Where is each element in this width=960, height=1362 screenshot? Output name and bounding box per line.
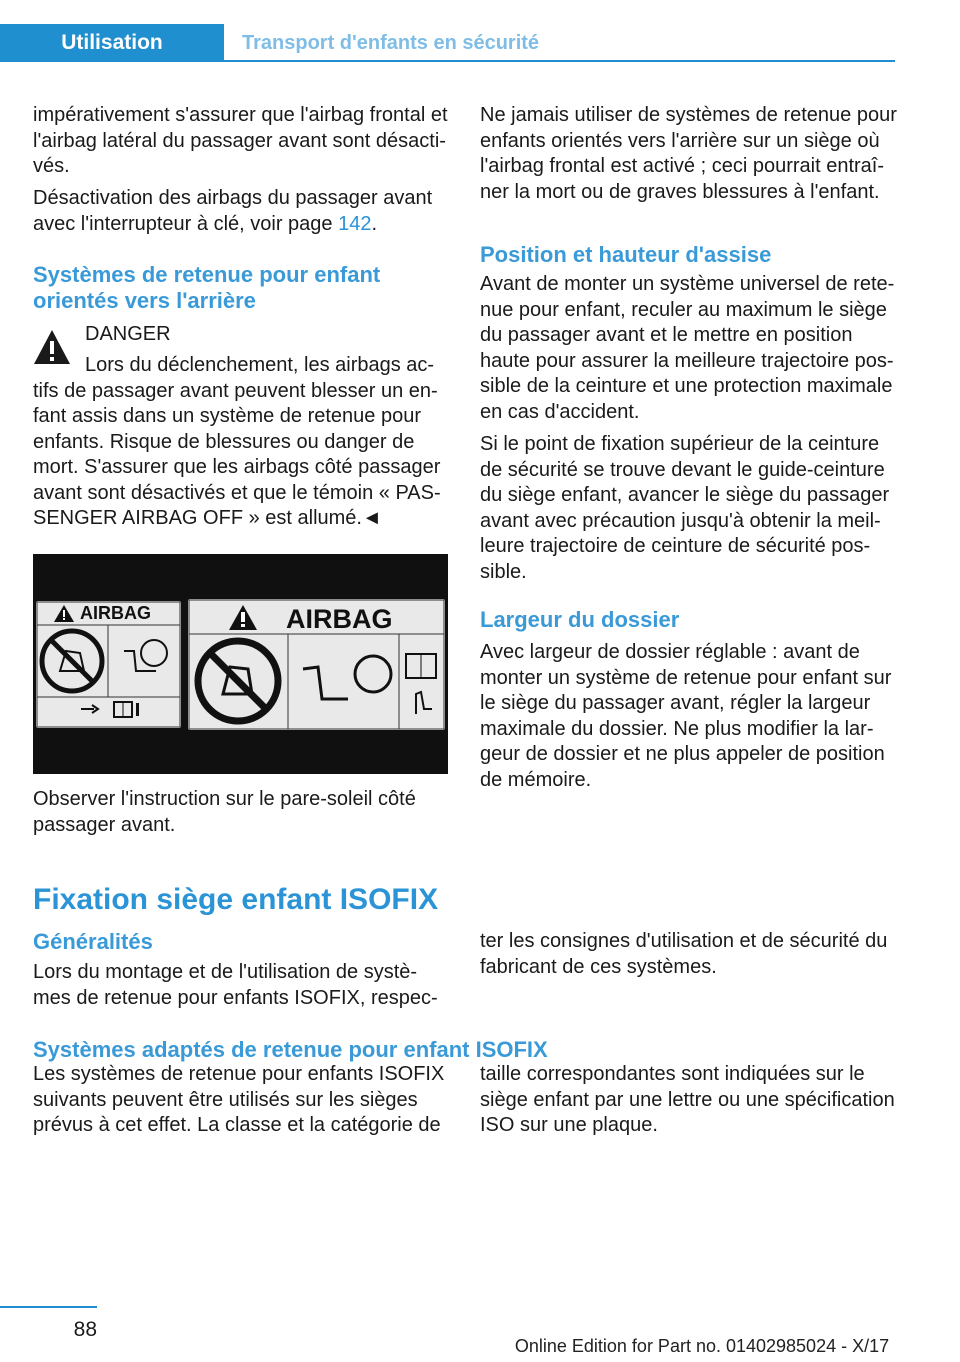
page-link[interactable]: 142 [338, 212, 372, 235]
heading-isofix: Fixation siège enfant ISOFIX [33, 883, 439, 916]
figure-caption: Observer l'instruction sur le pare-soleil côté passager avant. [33, 788, 416, 836]
airbag-sticker-small [36, 601, 181, 728]
paragraph-general-left: Lors du montage et de l'utilisation de systè‐ mes de retenue pour enfants ISOFIX, respec‐ [33, 961, 438, 1009]
deactivation-text: Désactivation des airbags du passager avant avec l'interrupteur à clé, voir page [33, 187, 433, 235]
edition-footer: Online Edition for Part no. 01402985024 - X/17 [514, 1336, 890, 1356]
danger-text: Lors du déclenchement, les airbags ac‐ tifs de passager avant peuvent blesser un en‐ fant assis dans un système de retenue pour enfants. Risque de blessures ou danger de mort. S'assurer que les airbags côté passager avant sont désactivés et que le témoin « PAS‐ SENGER AIRBAG OFF » est allumé.◄ [33, 354, 441, 529]
header-bar [0, 0, 960, 62]
left-paragraph-deactivation [33, 186, 453, 237]
header-rule [224, 60, 895, 62]
airbag-large-label: AIRBAG [286, 604, 393, 634]
airbag-sticker-large [188, 599, 445, 730]
heading-isofix-systems: Systèmes adaptés de retenue pour enfant ISOFIX [33, 1037, 548, 1062]
right-paragraph-rear-warning: Ne jamais utiliser de systèmes de retenue pour enfants orientés vers l'arrière sur un siège où l'airbag frontal est activé ; ceci pourrait entraî‐ ner la mort ou de graves blessures à l'enfant. [480, 104, 897, 203]
airbag-label-photo [33, 554, 448, 774]
heading-general: Généralités [33, 929, 153, 954]
page-number: 88 [73, 1318, 97, 1341]
footer-rule [0, 1306, 97, 1308]
left-paragraph-intro: impérativement s'assurer que l'airbag frontal et l'airbag latéral du passager avant sont désacti‐ vés. [33, 104, 448, 177]
paragraph-belt-anchor: Si le point de fixation supérieur de la ceinture de sécurité se trouve devant le guide-ceinture du siège enfant, avancer le siège du passager avant avec précaution jusqu'à obtenir la meil‐ leure trajectoire de ceinture de sécurité pos‐ sible. [480, 433, 890, 583]
heading-seat-position: Position et hauteur d'assise [480, 242, 772, 267]
tab-section-title[interactable]: Transport d'enfants en sécurité [242, 31, 540, 54]
paragraph-isofix-systems-right: taille correspondantes sont indiquées sur le siège enfant par une lettre ou une spécification ISO sur une plaque. [480, 1063, 895, 1136]
tab-utilisation[interactable]: Utilisation [0, 24, 224, 62]
heading-rear-facing: Systèmes de retenue pour enfant orientés vers l'arrière [33, 262, 381, 313]
paragraph-general-right: ter les consignes d'utilisation et de sécurité du fabricant de ces systèmes. [480, 930, 888, 978]
paragraph-isofix-systems-left: Les systèmes de retenue pour enfants ISOFIX suivants peuvent être utilisés sur les sièges prévus à cet effet. La classe et la catégorie de [33, 1063, 445, 1136]
deactivation-end: . [371, 212, 378, 235]
danger-label: DANGER [85, 323, 171, 345]
paragraph-backrest-width: Avec largeur de dossier réglable : avant de monter un système de retenue pour enfant sur le siège du passager avant, régler la largeur maximale du dossier. Ne plus modifier la lar‐ geur de dossier et ne plus appeler de position de mémoire. [480, 641, 892, 791]
heading-backrest-width: Largeur du dossier [480, 607, 680, 632]
paragraph-seat-position: Avant de monter un système universel de rete‐ nue pour enfant, reculer au maximum le siège du passager avant et le mettre en position haute pour assurer la meilleure trajectoire pos‐ sible de la ceinture et une protection maximale en cas d'accident. [480, 273, 895, 423]
airbag-small-label: AIRBAG [80, 603, 151, 623]
